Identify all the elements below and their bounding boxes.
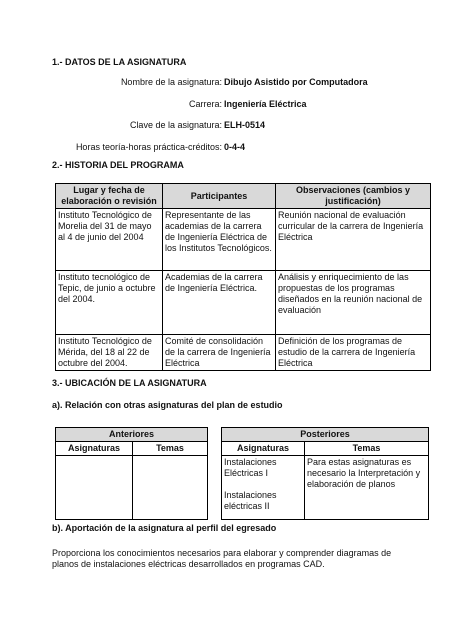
header-participantes: Participantes (163, 184, 276, 209)
spacer (208, 442, 222, 456)
header-anteriores: Anteriores (56, 428, 208, 442)
section1-title: 1.- DATOS DE LA ASIGNATURA (52, 57, 187, 67)
aportacion-subtitle: b). Aportación de la asignatura al perfil del egresado (52, 523, 277, 533)
header-anteriores-asignaturas: Asignaturas (56, 442, 133, 456)
cell-observaciones: Análisis y enriquecimiento de las propuestas de los programas diseñados en la reunión nacional de evaluación (276, 271, 431, 335)
label-clave: Clave de la asignatura: (129, 120, 222, 130)
section3-title: 3.- UBICACIÓN DE LA ASIGNATURA (52, 378, 207, 388)
header-anteriores-temas: Temas (133, 442, 208, 456)
relacion-table (55, 427, 429, 520)
cell-participantes: Academias de la carrera de Ingeniería Eléctrica. (163, 271, 276, 335)
aportacion-text: Proporciona los conocimientos necesarios para elaborar y comprender diagramas de planos de instalaciones eléctricas desarrollados en programas CAD. (52, 548, 392, 569)
relacion-group-row (56, 428, 429, 442)
header-observaciones: Observaciones (cambios y justificación) (276, 184, 431, 209)
header-posteriores: Posteriores (222, 428, 429, 442)
table-row (56, 456, 429, 520)
cell-anteriores-temas (133, 456, 208, 520)
relacion-subtitle: a). Relación con otras asignaturas del plan de estudio (52, 400, 283, 410)
table-row (56, 271, 431, 335)
header-posteriores-temas: Temas (305, 442, 429, 456)
value-carrera: Ingeniería Eléctrica (224, 99, 307, 109)
header-lugar: Lugar y fecha de elaboración o revisión (56, 184, 163, 209)
label-nombre: Nombre de la asignatura: (120, 77, 222, 87)
cell-observaciones: Reunión nacional de evaluación curricular de la carrera de Ingeniería Eléctrica (276, 209, 431, 271)
cell-participantes: Comité de consolidación de la carrera de Ingeniería Eléctrica (163, 335, 276, 371)
spacer (208, 456, 222, 520)
value-horas: 0-4-4 (224, 142, 246, 152)
section2-title: 2.- HISTORIA DEL PROGRAMA (52, 160, 184, 170)
label-horas: Horas teoría-horas práctica-créditos: (75, 142, 222, 152)
table-row (56, 335, 431, 371)
cell-lugar: Instituto Tecnológico de Morelia del 31 de mayo al 4 de junio del 2004 (56, 209, 163, 271)
cell-posteriores-temas: Para estas asignaturas es necesario la Interpretación y elaboración de planos (305, 456, 429, 520)
header-posteriores-asignaturas: Asignaturas (222, 442, 305, 456)
relacion-col-row (56, 442, 429, 456)
cell-lugar: Instituto tecnológico de Tepic, de junio a octubre del 2004. (56, 271, 163, 335)
historia-header-row (56, 184, 431, 209)
label-carrera: Carrera: (188, 99, 222, 109)
table-row (56, 209, 431, 271)
cell-posteriores-asignaturas: Instalaciones Eléctricas I Instalaciones eléctricas II (222, 456, 305, 520)
cell-participantes: Representante de las academias de la carrera de Ingeniería Eléctrica de los Institutos Tecnológicos. (163, 209, 276, 271)
cell-observaciones: Definición de los programas de estudio de la carrera de Ingeniería Eléctrica (276, 335, 431, 371)
historia-table (55, 183, 431, 371)
cell-lugar: Instituto Tecnológico de Mérida, del 18 al 22 de octubre del 2004. (56, 335, 163, 371)
spacer (208, 428, 222, 442)
value-nombre: Dibujo Asistido por Computadora (224, 77, 368, 87)
cell-anteriores-asignaturas (56, 456, 133, 520)
value-clave: ELH-0514 (224, 120, 266, 130)
